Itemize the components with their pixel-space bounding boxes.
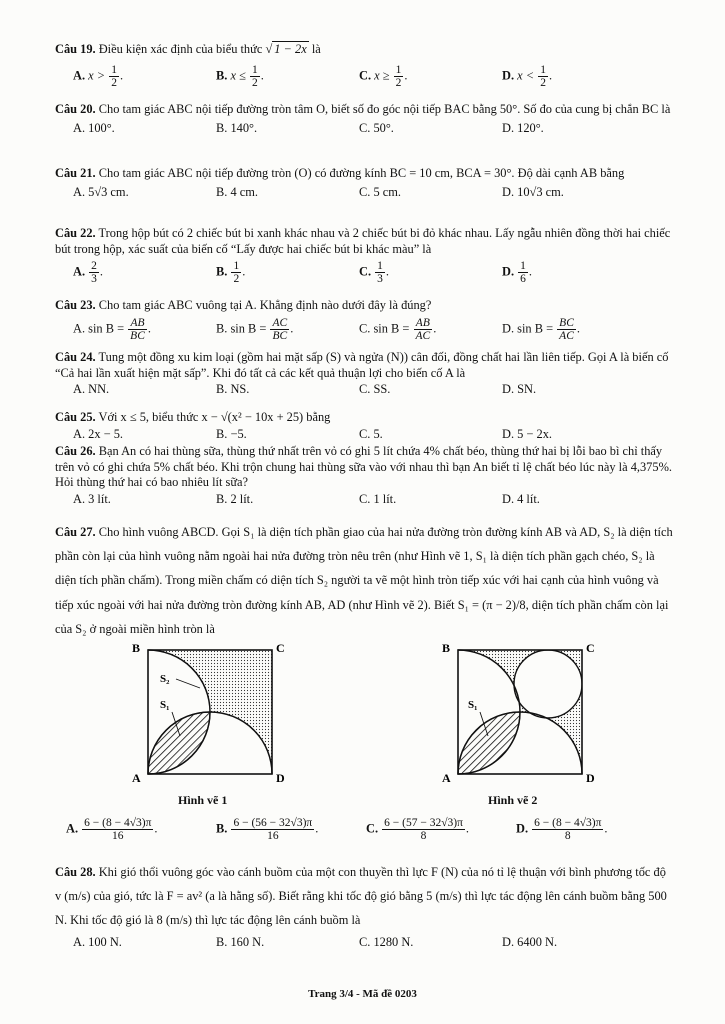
q20-label: Câu 20. <box>55 102 96 116</box>
q26-option-a[interactable]: A. 3 lít. <box>73 491 111 506</box>
q21-text: Cho tam giác ABC nội tiếp đường tròn (O) có đường kính BC = 10 cm, BCA = 30°. Độ dài cạnh AB bằng <box>98 166 625 180</box>
q23-option-a[interactable]: A. sin B = $\frac{AB}{BC}$ . <box>73 316 151 342</box>
q19-option-d[interactable]: D. x < $\frac{1}{2}$ . <box>502 63 553 89</box>
fig2-label-s1: S₁ <box>468 699 478 711</box>
q24-option-b[interactable]: B. NS. <box>216 382 250 396</box>
fig1-label-d: D <box>276 771 285 785</box>
question-19: Câu 19. Điều kiện xác định của biểu thức √ 1 − 2x là A. x > $\frac{1}{2}$ . B. x ≤ $\frac{1}{2}$ . C. x ≥ $\frac{1}{2}$ . D. x < $\frac{1}{2}$ . <box>55 42 675 89</box>
q19-option-a[interactable]: A. x > $\frac{1}{2}$ . <box>73 63 124 89</box>
q24-option-d[interactable]: D. SN. <box>502 382 537 396</box>
q24-label: Câu 24. <box>55 350 96 364</box>
fig1-label-b: B <box>132 641 141 655</box>
figure-2 <box>440 632 640 792</box>
q19-tail: là <box>311 42 321 56</box>
q24-option-a[interactable]: A. NN. <box>73 382 110 396</box>
q27-option-d[interactable]: D. $\frac{6 - (8 - 4√3)\pi}{8}$ . <box>516 817 608 843</box>
q19-label: Câu 19. <box>55 42 96 56</box>
q27-text: Cho hình vuông ABCD. Gọi S₁ là diện tích phần giao của hai nửa đường tròn đường kính AB và AD, S₂ là diện tích phần còn lại của hình vuông nằm ngoài hai nửa đường tròn nêu trên (như Hình vẽ 1, S₁ là diện tích phần gạch chéo, S₂ là diện tích phần chấm). Trong miền chấm có diện tích S₂ người ta vẽ một hình tròn tiếp xúc với hai cạnh của hình vuông và tiếp xúc ngoài với hai nửa đường tròn đường kính AB, AD (như Hình vẽ 2). Biết S₁ = (π − 2)/8, diện tích phần chấm còn lại của S₂ ở ngoài miền hình tròn là <box>55 525 673 636</box>
fig1-label-c: C <box>276 641 285 655</box>
q22-text: Trong hộp bút có 2 chiếc bút bi xanh khác nhau và 2 chiếc bút bi đỏ khác nhau. Lấy ngẫu nhiên đồng thời hai chiếc bút trong hộp, xác suất của biến cố “Lấy được hai chiếc bút bi khác màu” là <box>55 226 671 256</box>
q28-option-a[interactable]: A. 100 N. <box>73 934 122 949</box>
q28-option-d[interactable]: D. 6400 N. <box>502 934 558 949</box>
question-21 <box>55 166 675 200</box>
q21-option-d[interactable]: D. 10√3 cm. <box>502 184 564 199</box>
fig2-label-d: D <box>586 771 595 785</box>
q27-label: Câu 27. <box>55 525 96 539</box>
q22-label: Câu 22. <box>55 226 96 240</box>
q21-label: Câu 21. <box>55 166 96 180</box>
q19-expr: 1 − 2x <box>274 42 307 56</box>
figure-1 <box>120 632 320 792</box>
question-27 <box>55 520 675 641</box>
q28-option-c[interactable]: C. 1280 N. <box>359 934 414 949</box>
question-25 <box>55 410 675 442</box>
question-22 <box>55 226 675 285</box>
q22-option-b[interactable]: B. $\frac{1}{2}$ . <box>216 260 246 286</box>
q24-option-c[interactable]: C. SS. <box>359 382 391 396</box>
q25-option-b[interactable]: B. −5. <box>216 426 247 441</box>
q20-option-d[interactable]: D. 120°. <box>502 120 544 135</box>
q23-option-c[interactable]: C. sin B = $\frac{AB}{AC}$ . <box>359 316 437 342</box>
q23-text: Cho tam giác ABC vuông tại A. Khẳng định nào dưới đây là đúng? <box>98 298 432 312</box>
question-26 <box>55 444 675 507</box>
q23-label: Câu 23. <box>55 298 96 312</box>
q25-option-a[interactable]: A. 2x − 5. <box>73 426 124 441</box>
figure-2-caption: Hình vẽ 2 <box>488 793 538 807</box>
q27-options <box>66 814 666 842</box>
q21-option-c[interactable]: C. 5 cm. <box>359 184 401 199</box>
q20-option-b[interactable]: B. 140°. <box>216 120 258 135</box>
question-23 <box>55 298 675 342</box>
q28-text: Khi gió thổi vuông góc vào cánh buồm của một con thuyền thì lực F (N) của nó tỉ lệ thuận với bình phương tốc độ v (m/s) của gió, tức là F = av² (a là hằng số). Biết rằng khi tốc độ gió bằng 5 (m/s) thì lực tác động lên cánh buồm bằng 500 N. Khi tốc độ gió là 8 (m/s) thì lực tác động lên cánh buồm là <box>55 865 667 928</box>
q21-option-b[interactable]: B. 4 cm. <box>216 184 258 199</box>
q24-text: Tung một đồng xu kim loại (gồm hai mặt sấp (S) và ngửa (N)) cân đối, đồng chất hai lần liên tiếp. Gọi A là biến cố “Cả hai lần xuất hiện mặt sấp”. Khi đó tất cả các kết quả thuận lợi cho biến cố A là <box>55 350 669 380</box>
q28-option-b[interactable]: B. 160 N. <box>216 934 265 949</box>
q26-option-b[interactable]: B. 2 lít. <box>216 491 254 506</box>
q23-option-d[interactable]: D. sin B = $\frac{BC}{AC}$ . <box>502 316 580 342</box>
question-24 <box>55 350 675 398</box>
q20-text: Cho tam giác ABC nội tiếp đường tròn tâm O, biết số đo góc nội tiếp BAC bằng 50°. Số đo của cung bị chắn BC là <box>98 102 671 116</box>
q26-option-c[interactable]: C. 1 lít. <box>359 491 397 506</box>
q19-text: Điều kiện xác định của biểu thức <box>98 42 263 56</box>
fig1-label-s1: S₁ <box>160 699 170 711</box>
q27-option-b[interactable]: B. $\frac{6 - (56 - 32√3)\pi}{16}$ . <box>216 817 319 843</box>
q26-label: Câu 26. <box>55 444 96 458</box>
q19-option-b[interactable]: B. x ≤ $\frac{1}{2}$ . <box>216 63 264 89</box>
q19-option-c[interactable]: C. x ≥ $\frac{1}{2}$ . <box>359 63 408 89</box>
q28-label: Câu 28. <box>55 865 96 879</box>
fig2-label-c: C <box>586 641 595 655</box>
q20-option-c[interactable]: C. 50°. <box>359 120 394 135</box>
fig2-label-b: B <box>442 641 451 655</box>
q22-option-d[interactable]: D. $\frac{1}{6}$ . <box>502 260 533 286</box>
q25-text: Với x ≤ 5, biểu thức x − √(x² − 10x + 25) bằng <box>98 410 331 424</box>
question-20 <box>55 102 675 136</box>
q22-option-c[interactable]: C. $\frac{1}{3}$ . <box>359 260 390 286</box>
q26-option-d[interactable]: D. 4 lít. <box>502 491 540 506</box>
q27-option-a[interactable]: A. $\frac{6 - (8 - 4√3)\pi}{16}$ . <box>66 817 158 843</box>
fig1-label-s2: S₂ <box>160 673 170 685</box>
q20-option-a[interactable]: A. 100°. <box>73 120 115 135</box>
fig2-label-a: A <box>442 771 451 785</box>
fig1-label-a: A <box>132 771 141 785</box>
q25-option-d[interactable]: D. 5 − 2x. <box>502 426 553 441</box>
figure-1-caption: Hình vẽ 1 <box>178 793 228 807</box>
q22-option-a[interactable]: A. $\frac{2}{3}$ . <box>73 260 104 286</box>
q21-option-a[interactable]: A. 5√3 cm. <box>73 184 129 199</box>
question-28 <box>55 860 675 950</box>
q23-option-b[interactable]: B. sin B = $\frac{AC}{BC}$ . <box>216 316 294 342</box>
q27-option-c[interactable]: C. $\frac{6 - (57 - 32√3)\pi}{8}$ . <box>366 817 470 843</box>
q25-label: Câu 25. <box>55 410 96 424</box>
page-footer: Trang 3/4 - Mã đề 0203 <box>308 988 417 1000</box>
q25-option-c[interactable]: C. 5. <box>359 426 383 441</box>
q26-text: Bạn An có hai thùng sữa, thùng thứ nhất trên vỏ có ghi 5 lít chứa 4% chất béo, thùng thứ hai bị lỗi bao bì chỉ thấy trên vỏ có ghi chứa 5% chất béo. Khi trộn chung hai thùng sữa vào với nhau thì bạn An biết tỉ lệ chất béo lúc này là 4,375%. Hỏi thùng thứ hai có bao nhiêu lít sữa? <box>55 444 672 489</box>
